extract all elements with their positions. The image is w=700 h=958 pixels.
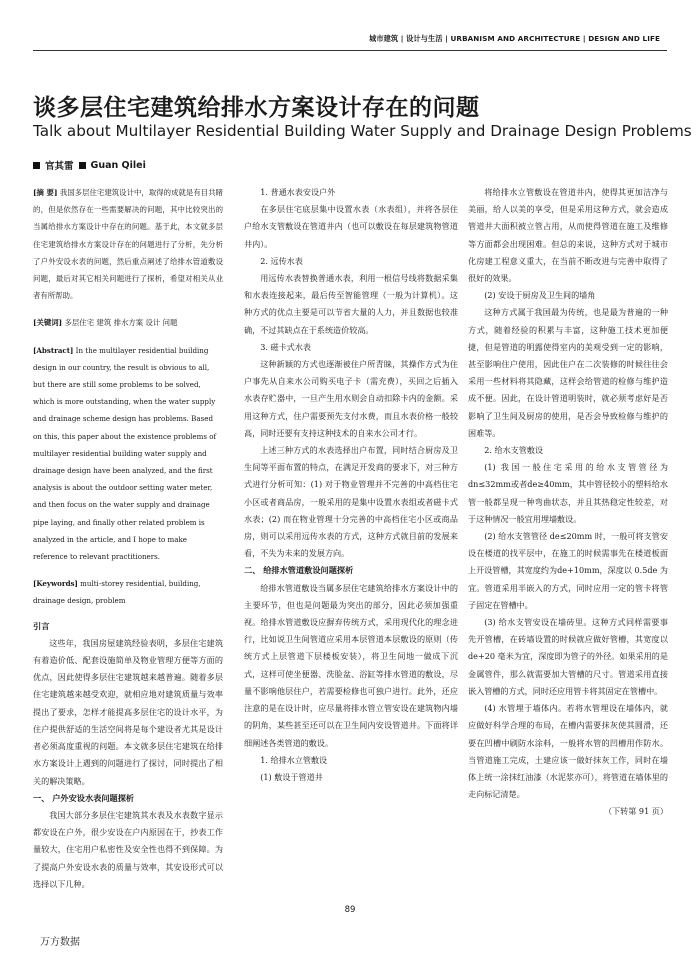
meter-type-1-title: 1. 普通水表安设户外: [260, 187, 336, 197]
pipe-shaft-text: 将给排水立管敷设在管道井内，使得其更加洁净与美丽，给人以美的享受，但是采用这种方式，就会造成管道井大面积被立管占用，从而使得管道在施工及维修等方面都会出现困难。但总的来说，这种方式对于城市化房建工程意义重大，在当前不断改进与完善中取得了很好的效果。: [468, 187, 668, 284]
meter-type-2-title: 2. 远传水表: [260, 255, 303, 266]
meter-type-3-text: 这种新颖的方式也逐渐被住户所青睐，其操作方式为住户事先从自来水公司购买电子卡（需充费），买回之后插入水表存贮器中，一旦产生用水则会自动扣除卡内的金额。采用这种方式，住户需要预先支付水费，而且水表价格一般较高，同时还要有支持这种技术的自来水公司才行。: [244, 359, 458, 438]
branch-pipe-text-4: (4) 水管埋于墙体内。若将水管埋设在墙体内，就应做好科学合理的布局，在槽内需要抹灰使其圆滑，还要在凹槽中刷防水涂料，一般将水管的凹槽用作防水。当管道施工完成，土建应该一做好抹灰工作，同时在墙体上统一涂抹红油漆（水泥浆亦可），将管道在墙体里的走向标记清楚。: [468, 703, 668, 800]
abstract-cn-text: 我国多层住宅建筑设计中，取得的成就是有目共睹的，但是依然存在一些需要解决的问题，其中比较突出的当属给排水方案设计中存在的问题。基于此，本文就多层住宅建筑给排水方案设计存在的问题进行了分析，先分析了户外安设水表的问题，然后重点阐述了给排水管道敷设问题，最后对其它相关问题进行了探析，希望对相关从业者有所帮助。: [33, 188, 223, 301]
branch-pipe-text-3: (3) 给水支管安设在墙砖里。这种方式同样需要事先开管槽，在砖墙设置的时候就应做好管槽，其宽度以 de+20 毫米为宜，深度即为管子的外径。如果采用的是金属管件，那么就需要加大管槽的尺寸。管道采用直接嵌入管槽的方式，同时还应用管卡将其固定在管槽中。: [468, 617, 668, 696]
intro-heading: 引言: [33, 620, 50, 631]
section-2-text: 给排水管道敷设当属多层住宅建筑给排水方案设计中的主要环节，但也是问题最为突出的部分，因此必须加强重视。给排水管道敷设应摒弃传统方式，采用现代化的理念进行，比如说卫生间管道应采用本层管道本层敷设的原则（传统方式上层管道下层楼板安装），将卫生间地一做成下沉式，这样可使坐便器、洗脸盆、浴缸等排水管道的敷设，尽量不影响他层住户，若需要检修也可独户进行。此外，还应注意的是在设计时，应尽量将排水管立管安设在建筑物内墙的阴角，某些甚至还可以在卫生间内安设管道井。下面将详细阐述各类管道的敷设。: [244, 582, 458, 748]
wall-corner-title: (2) 安设于厨房及卫生间的墙角: [484, 290, 596, 301]
meter-type-1-text: 在多层住宅底层集中设置水表（水表组），并将各层住户给水支管敷设在管道井内（也可以敷设在每层建筑物管道井内）。: [244, 204, 458, 249]
branch-pipe-text-2: (2) 给水支管管径 de≤20mm 时，一般可将支管安设在楼道的找平层中，在施工的时候需事先在楼道板面上开设管槽，其宽度约为de+10mm，深度以 0.5de 为宜。管道采用半嵌入的方式，同时应用一定的管卡将管子固定在管槽中。: [468, 531, 668, 610]
bullet-square-icon: [79, 162, 86, 169]
abstract-en-text: In the multilayer residential building design in our country, the result is obvious to all, but there are still some problems to be solved, which is more outstanding, when the water supply and drainage scheme design has problems. Based on this, this paper about the existence problems of multilayer residential building water supply and drainage design have been analyzed, and the first analysis is about the outdoor setting water meter, and then focus on the water supply and drainage pipe laying, and finally other related problem is analyzed in the article, and I hope to make reference to relevant practitioners.: [33, 345, 217, 562]
branch-pipe-text-1: (1) 我国一般住宅采用的给水支管管径为dn≤32mm或者de≥40mm，其中管径较小的塑料给水管一般都呈现一种弯曲状态，并且其热稳定性较差，对于这种情况一般宜用埋墙敷设。: [468, 462, 668, 524]
title-cn: 谈多层住宅建筑给排水方案设计存在的问题: [33, 95, 480, 121]
keywords-en: [33, 575, 223, 609]
header-rule-top: [33, 50, 667, 51]
continued-note: （下转第 91 页）: [603, 806, 668, 817]
journal-header: 城市建筑 | 设计与生活 | URBANISM AND ARCHITECTURE | DESIGN AND LIFE: [369, 34, 660, 43]
meter-summary-text: 上述三种方式的水表选择出户布置，同时结合厨房及卫生间等平面布置的特点，在满足开发商的要求下，对三种方式进行分析可知：(1) 对于物业管理并不完善的中高档住宅小区或者商品房，一般采用的是集中设置水表组或者磁卡式水表；(2) 而在物业管理十分完善的中高档住宅小区或商品房，则可以采用远传水表的方式，这种方式就目前的发展来看，不失为未来的发展方向。: [244, 445, 458, 559]
meter-type-2-text: 用远传水表替换普通水表，利用一根信号线将数据采集和水表连接起来，最后传至智能管理（一般为计算机）。这种方式的优点主要是可以节省大量的人力，并且数据也较准确，不过其缺点在于系统造价较高。: [244, 273, 458, 335]
footer-source: 万方数据: [40, 937, 80, 948]
meter-type-3-title: 3. 磁卡式水表: [260, 341, 311, 352]
abstract-en: [33, 342, 223, 566]
abstract-en-label: [Abstract]: [33, 345, 74, 355]
wall-corner-text: 这种方式属于我国最为传统，也是最为普遍的一种方式，随着经验的积累与丰富，这种施工技术更加便捷，但是管道的明露使得室内的美观受到一定的影响，甚至影响住户使用，因此住户在二次装修的时候往往会采用一些材料将其隐藏，这样会给管道的检修与维护造成不便。因此，在设计管道明装时，就必须考虑好是否影响了卫生间及厨房的使用，是否会导致检修与维护的困难等。: [468, 307, 668, 438]
column-3: [468, 184, 668, 821]
keywords-cn: [33, 314, 223, 331]
page-number: 89: [344, 905, 356, 915]
abstract-cn: [33, 184, 223, 304]
keywords-cn-text: 多层住宅 建筑 排水方案 设计 问题: [62, 318, 178, 328]
author-en: Guan Qilei: [90, 159, 146, 171]
abstract-cn-label: [摘 要]: [33, 188, 58, 197]
author-cn: 官其雷: [45, 161, 74, 172]
keywords-en-text: multi-storey residential, building, drainage design, problem: [33, 579, 201, 606]
section-1-heading: 一、 户外安设水表问题探析: [33, 792, 135, 803]
riser-pipe-title: 1. 给排水立管敷设: [260, 754, 328, 765]
intro-text: 这些年，我国房屋建筑经验表明，多层住宅建筑有着造价低、配套设施简单及物业管理方便等方面的优点，因此使得多层住宅建筑越来越普遍。随着多层住宅建筑越来越受欢迎，就相应地对建筑质量与效率提出了要求，怎样才能提高多层住宅的设计水平，为住户提供舒适的生活空间将是每个建设者尤其是设计者必须高度重视的问题。本文就多层住宅建筑在给排水方案设计上遇到的问题进行了探讨，同时提出了相关的解决策略。: [33, 637, 223, 786]
author-line: [33, 158, 146, 172]
column-1: [33, 184, 223, 893]
section-2-heading: 二、 给排水管道敷设问题探析: [244, 565, 354, 576]
keywords-en-label: [Keywords]: [33, 579, 78, 589]
pipe-shaft-title: (1) 敷设于管道井: [260, 771, 323, 782]
section-1-text: 我国大部分多层住宅建筑其水表及水表数字显示都安设在户外，很少安设在户内原因在于，抄表工作量较大，住宅用户私密性及安全性也得不到保障。为了提高户外安设水表的质量与效率，其安设形式可以选择以下几种。: [33, 809, 223, 889]
keywords-cn-label: [关键词]: [33, 318, 63, 328]
branch-pipe-title: 2. 给水支管敷设: [484, 445, 544, 456]
bullet-square-icon: [33, 162, 40, 169]
title-en: Talk about Multilayer Residential Building Water Supply and Drainage Design Problems: [33, 122, 692, 140]
column-2: [244, 184, 458, 786]
